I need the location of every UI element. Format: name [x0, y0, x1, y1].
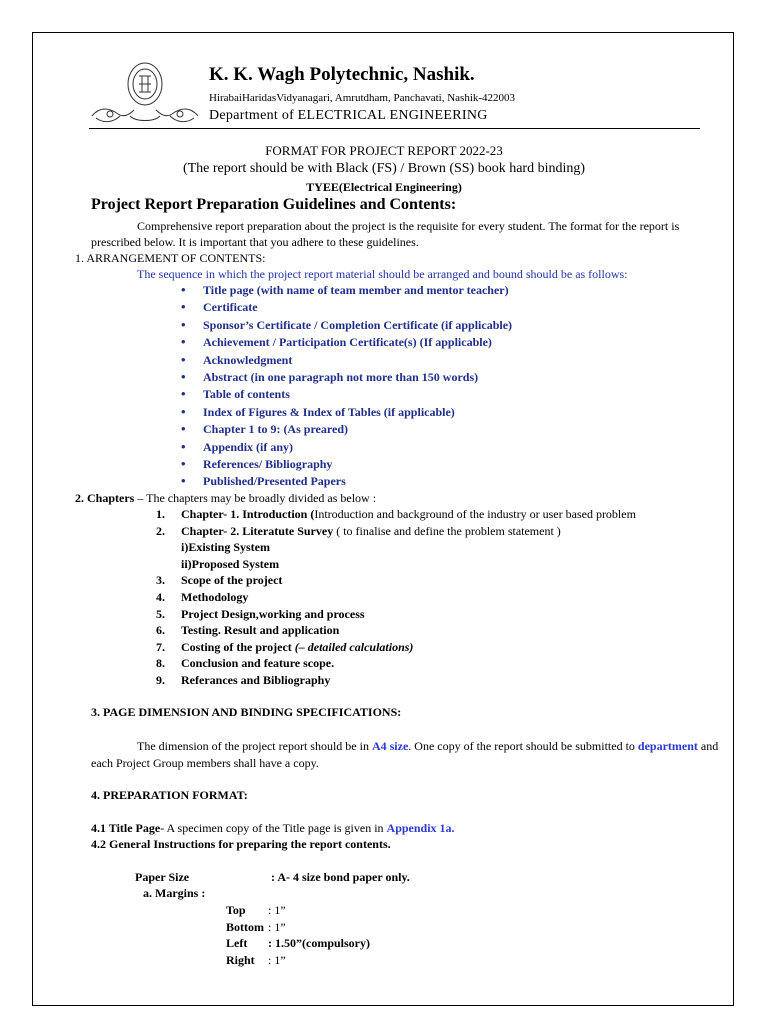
list-item: • Chapter 1 to 9: (As preared)	[181, 422, 512, 439]
branch-name: (Electrical Engineering)	[338, 180, 462, 194]
class-branch	[0, 180, 768, 195]
guidelines-heading: Project Report Preparation Guidelines and Contents:	[91, 196, 457, 213]
general-instructions-heading: 4.2 General Instructions for preparing the report contents.	[91, 837, 391, 851]
list-item: • Table of contents	[181, 387, 512, 404]
title-page-instruction: 4.1 Title Page- A specimen copy of the Title page is given in Appendix 1a.	[91, 821, 455, 835]
department-name	[209, 108, 488, 124]
college-address: HirabaiHaridasVidyanagari, Amrutdham, Panchavati, Nashik-422003	[209, 92, 516, 104]
chapters-label: 2. Chapters	[75, 491, 135, 505]
margin-bottom: Bottom : 1”	[226, 920, 286, 934]
college-name: K. K. Wagh Polytechnic, Nashik.	[209, 64, 475, 85]
list-item: • Appendix (if any)	[181, 440, 512, 457]
appendix-link: Appendix 1a.	[386, 821, 455, 835]
section-1-heading: 1. ARRANGEMENT OF CONTENTS:	[75, 251, 266, 265]
list-item: • Title page (with name of team member and mentor teacher)	[181, 283, 512, 300]
chapters-intro: – The chapters may be broadly divided as below :	[134, 491, 377, 505]
margins-label: a. Margins :	[143, 886, 206, 900]
list-item: 2. Chapter- 2. Literatute Survey ( to finalise and define the problem statement )	[156, 523, 561, 538]
list-item: 8. Conclusion and feature scope.	[156, 656, 335, 671]
section-1-note: The sequence in which the project report material should be arranged and bound should be as follows:	[137, 267, 628, 281]
list-item: • Certificate	[181, 300, 512, 317]
list-item: 6. Testing. Result and application	[156, 623, 340, 638]
section-2-heading	[75, 491, 376, 506]
dept-title: ELECTRICAL ENGINEERING	[297, 108, 488, 123]
list-item: 7. Costing of the project (– detailed calculations)	[156, 639, 414, 654]
list-item: 4. Methodology	[156, 589, 249, 604]
chapters-list	[156, 507, 636, 690]
paper-size-label: Paper Size	[135, 870, 190, 884]
list-item: 5. Project Design,working and process	[156, 606, 365, 621]
margin-left: Left : 1.50”(compulsory)	[226, 936, 370, 950]
margin-right: Right : 1”	[226, 953, 286, 967]
list-item: 3. Scope of the project	[156, 573, 283, 588]
list-item: • Achievement / Participation Certificate(s) (If applicable)	[181, 335, 512, 352]
list-item: • Sponsor’s Certificate / Completion Certificate (if applicable)	[181, 318, 512, 335]
list-item: • Published/Presented Papers	[181, 474, 512, 491]
format-title: FORMAT FOR PROJECT REPORT 2022-23	[265, 143, 503, 158]
list-item: i)Existing System	[181, 540, 271, 555]
list-item: 1. Chapter- 1. Introduction (Introduction and background of the industry or user based problem	[156, 507, 636, 521]
list-item: • References/ Bibliography	[181, 457, 512, 474]
list-item: • Acknowledgment	[181, 353, 512, 370]
list-item: • Abstract (in one paragraph not more than 150 words)	[181, 370, 512, 387]
contents-list	[181, 283, 512, 492]
list-item: ii)Proposed System	[181, 556, 280, 571]
section-3-heading: 3. PAGE DIMENSION AND BINDING SPECIFICATIONS:	[91, 705, 402, 719]
list-item: • Index of Figures & Index of Tables (if applicable)	[181, 405, 512, 422]
list-item: 9. Referances and Bibliography	[156, 672, 331, 687]
margin-top: Top : 1”	[226, 903, 286, 917]
a4-size-highlight: A4 size	[371, 739, 409, 753]
paper-size-value: : A- 4 size bond paper only.	[271, 870, 410, 884]
guidelines-intro: Comprehensive report preparation about the project is the requisite for every student. The format for the report is prescribed below. It is important that you adhere to these guidelines.	[91, 219, 680, 249]
header-divider	[89, 128, 700, 129]
college-logo	[90, 58, 200, 128]
class-name: TYEE	[306, 180, 339, 194]
department-highlight: department	[637, 739, 698, 753]
section-4-heading: 4. PREPARATION FORMAT:	[91, 788, 248, 802]
binding-note: (The report should be with Black (FS) / Brown (SS) book hard binding)	[182, 161, 586, 176]
dept-prefix: Department of	[209, 108, 295, 123]
section-3-paragraph: The dimension of the project report should be in A4 size. One copy of the report should be submitted to department and each Project Group members shall have a copy.	[91, 739, 719, 770]
